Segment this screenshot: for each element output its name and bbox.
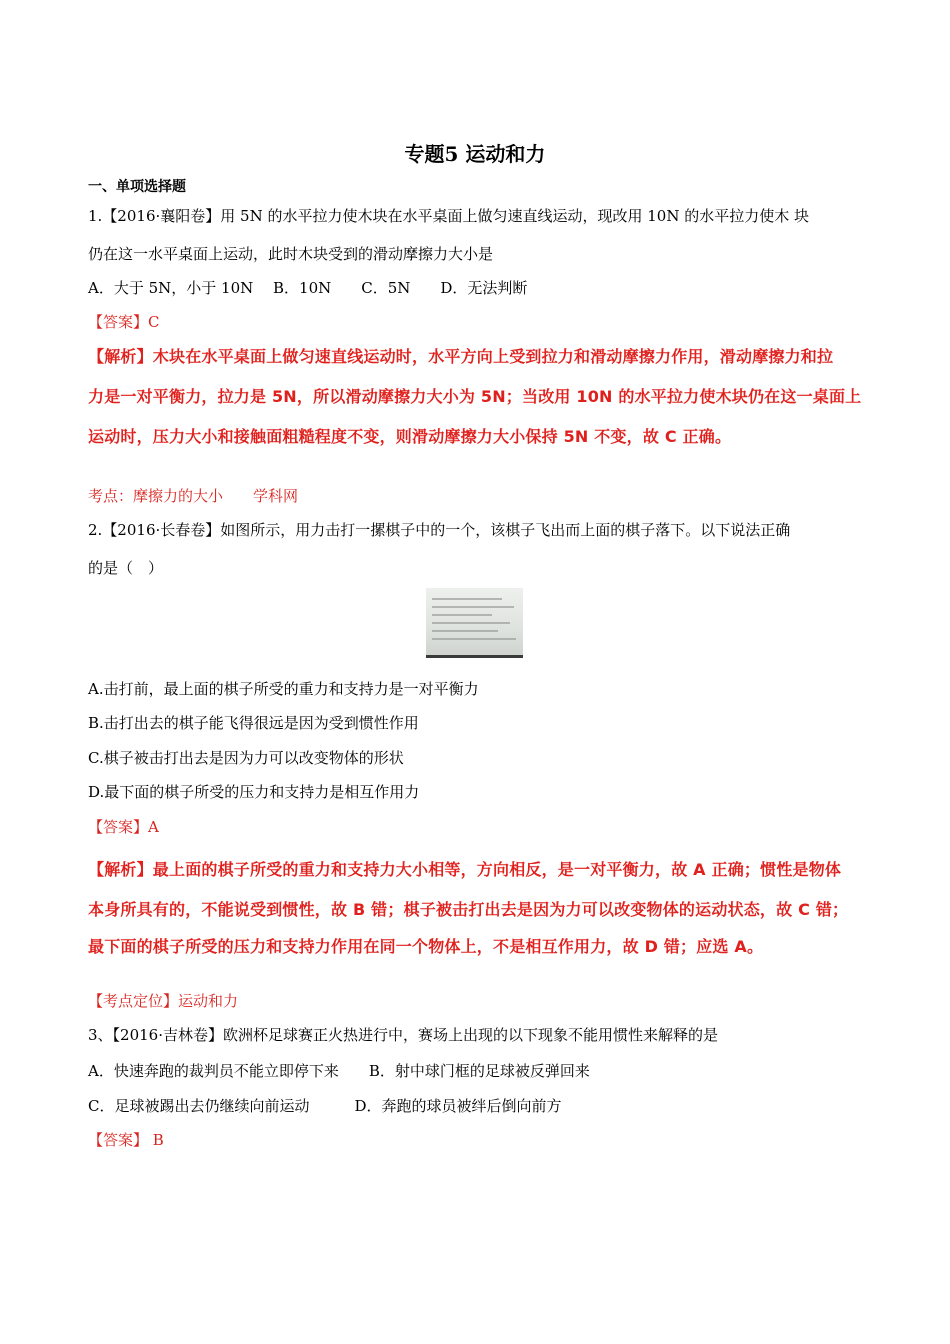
q3-options-cd: C．足球被踢出去仍继续向前运动 D．奔跑的球员被绊后倒向前方: [88, 1097, 562, 1115]
q2-answer: 【答案】A: [88, 818, 159, 836]
q1-explanation-line3: 运动时，压力大小和接触面粗糙程度不变，则滑动摩擦力大小保持 5N 不变，故 C 正确。: [88, 427, 732, 446]
q2-stem-line1: 2.【2016·长春卷】如图所示，用力击打一摞棋子中的一个，该棋子飞出而上面的棋子落下。以下说法正确: [88, 521, 791, 539]
q1-explanation-line1: 【解析】木块在水平桌面上做匀速直线运动时，水平方向上受到拉力和滑动摩擦力作用，滑动摩擦力和拉: [88, 347, 834, 366]
q1-options: A．大于 5N，小于 10N B．10N C．5N D．无法判断: [88, 279, 528, 297]
chess-stack-figure: [426, 588, 523, 658]
q2-kaodian: 【考点定位】运动和力: [88, 992, 239, 1010]
q2-explanation-line1: 【解析】最上面的棋子所受的重力和支持力大小相等，方向相反，是一对平衡力，故 A 正确；惯性是物体: [88, 860, 842, 879]
q3-options-ab: A．快速奔跑的裁判员不能立即停下来 B．射中球门框的足球被反弹回来: [88, 1062, 590, 1080]
q2-option-a: A.击打前，最上面的棋子所受的重力和支持力是一对平衡力: [88, 680, 479, 698]
q2-explanation-line3: 最下面的棋子所受的压力和支持力作用在同一个物体上，不是相互作用力，故 D 错；应选 A。: [88, 937, 764, 956]
q1-stem-line1: 1.【2016·襄阳卷】用 5N 的水平拉力使木块在水平桌面上做匀速直线运动，现改用 10N 的水平拉力使木 块: [88, 207, 809, 225]
q2-option-d: D.最下面的棋子所受的压力和支持力是相互作用力: [88, 783, 420, 801]
q3-answer: 【答案】 B: [88, 1131, 164, 1149]
page-title: 专题5 运动和力: [404, 142, 546, 166]
q2-option-b: B.击打出去的棋子能飞得很远是因为受到惯性作用: [88, 714, 419, 732]
q1-kaodian: 考点：摩擦力的大小 学科网: [88, 487, 299, 505]
q2-option-c: C.棋子被击打出去是因为力可以改变物体的形状: [88, 749, 404, 767]
q2-stem-line2: 的是（ ）: [88, 559, 164, 577]
q1-stem-line2: 仍在这一水平桌面上运动，此时木块受到的滑动摩擦力大小是: [88, 245, 494, 263]
section-heading: 一、单项选择题: [88, 179, 186, 195]
q3-stem: 3、【2016·吉林卷】欧洲杯足球赛正火热进行中，赛场上出现的以下现象不能用惯性来解释的是: [88, 1026, 718, 1044]
q2-explanation-line2: 本身所具有的，不能说受到惯性，故 B 错；棋子被击打出去是因为力可以改变物体的运动状态，故 C 错；: [88, 900, 849, 919]
q1-explanation-line2: 力是一对平衡力，拉力是 5N，所以滑动摩擦力大小为 5N；当改用 10N 的水平拉力使木块仍在这一桌面上: [88, 387, 862, 406]
q1-answer: 【答案】C: [88, 313, 160, 331]
